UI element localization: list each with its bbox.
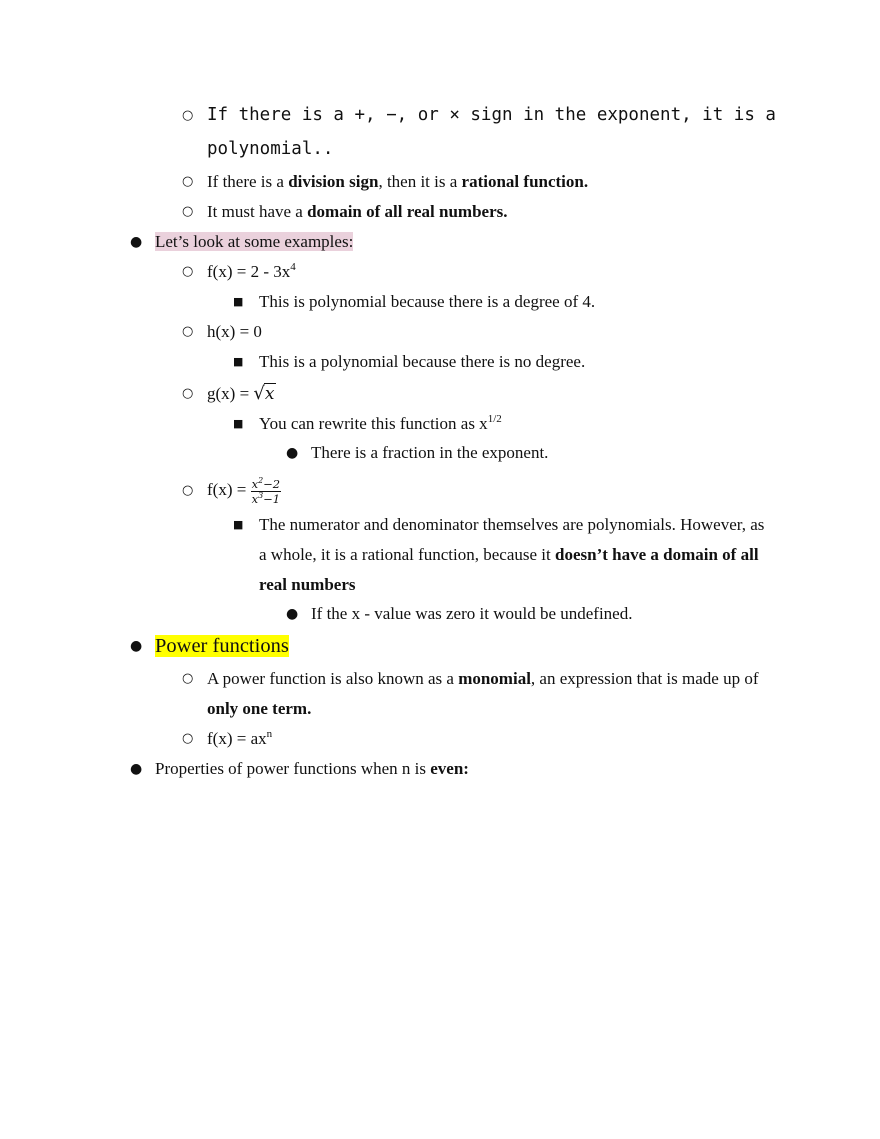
bullet-circle: ○ <box>182 264 194 279</box>
example-4-subnote: If the x - value was zero it would be undefined. <box>311 604 633 623</box>
bullet-dot: ● <box>130 761 143 777</box>
bullet-circle: ○ <box>182 174 194 189</box>
exponent-sign-rule-line1: If there is a +, −, or × sign in the exponent, it is a <box>207 105 776 125</box>
bullet-circle: ○ <box>182 108 194 123</box>
text: , then it is a <box>378 172 462 191</box>
bold-text: division sign <box>288 172 379 191</box>
denominator <box>251 492 282 506</box>
text: Properties of power functions when n is <box>155 759 431 778</box>
bold-text: real numbers <box>259 575 356 594</box>
highlighted-text: Let’s look at some examples: <box>155 232 354 251</box>
bullet-circle: ○ <box>182 324 194 339</box>
bullet-square: ■ <box>233 355 244 368</box>
text: , an expression that is made up of <box>530 669 759 688</box>
example-3-function <box>207 384 276 404</box>
exponent: 1/2 <box>487 413 502 425</box>
power-functions-heading <box>155 634 289 658</box>
bold-text: domain of all real numbers. <box>307 202 508 221</box>
bullet-dot: ● <box>286 445 299 461</box>
division-sign-rule <box>207 172 588 192</box>
bullet-square: ■ <box>233 518 244 531</box>
example-3-subnote: There is a fraction in the exponent. <box>311 443 549 462</box>
bold-text: even: <box>430 759 469 778</box>
text: f(x) = 2 - 3x <box>207 262 291 281</box>
bullet-circle: ○ <box>182 731 194 746</box>
bullet-dot: ● <box>130 638 143 654</box>
text: f(x) = <box>207 480 251 499</box>
example-3-note <box>259 414 502 434</box>
bullet-circle: ○ <box>182 671 194 686</box>
fraction <box>251 477 282 506</box>
text: It must have a <box>207 202 308 221</box>
bullet-circle: ○ <box>182 204 194 219</box>
example-4-note-line3 <box>259 575 356 595</box>
example-4-note-line1: The numerator and denominator themselves are polynomials. However, as <box>259 515 765 534</box>
text: g(x) = <box>207 384 254 403</box>
radicand: x <box>264 384 275 404</box>
bold-text: only one term. <box>207 699 312 718</box>
example-1-function <box>207 262 296 282</box>
power-function-form <box>207 729 272 749</box>
bullet-circle: ○ <box>182 386 194 401</box>
bold-text: doesn’t have a domain of all <box>555 545 759 564</box>
text: A power function is also known as a <box>207 669 459 688</box>
exponent: 4 <box>290 261 296 273</box>
domain-rule <box>207 202 507 222</box>
power-definition-line1 <box>207 669 758 689</box>
example-2-function: h(x) = 0 <box>207 322 262 341</box>
bold-text: rational function. <box>461 172 589 191</box>
text: You can rewrite this function as x <box>259 414 488 433</box>
exponent-sign-rule-line2: polynomial.. <box>207 139 334 159</box>
example-4-note-line2 <box>259 545 759 565</box>
bullet-circle: ○ <box>182 483 194 498</box>
bullet-dot: ● <box>130 234 143 250</box>
text: x <box>251 491 259 506</box>
text: −1 <box>263 491 281 506</box>
bullet-square: ■ <box>233 417 244 430</box>
example-4-function <box>207 472 281 508</box>
text: a whole, it is a rational function, because it <box>259 545 555 564</box>
numerator <box>251 477 282 492</box>
example-2-note: This is a polynomial because there is no degree. <box>259 352 586 371</box>
bullet-dot: ● <box>286 606 299 622</box>
text: If there is a <box>207 172 289 191</box>
exponent: 3 <box>258 490 264 500</box>
text: f(x) = ax <box>207 729 267 748</box>
exponent: n <box>266 728 273 740</box>
text: −2 <box>263 476 281 491</box>
square-root <box>253 384 275 404</box>
examples-heading <box>155 232 353 252</box>
radical-sign: √ <box>253 383 265 404</box>
properties-heading <box>155 759 469 779</box>
bullet-square: ■ <box>233 295 244 308</box>
highlighted-text: Power functions <box>155 635 289 657</box>
exponent: 2 <box>258 475 264 485</box>
example-1-note: This is polynomial because there is a degree of 4. <box>259 292 596 311</box>
text: x <box>251 476 259 491</box>
power-definition-line2 <box>207 699 311 719</box>
bold-text: monomial <box>458 669 531 688</box>
